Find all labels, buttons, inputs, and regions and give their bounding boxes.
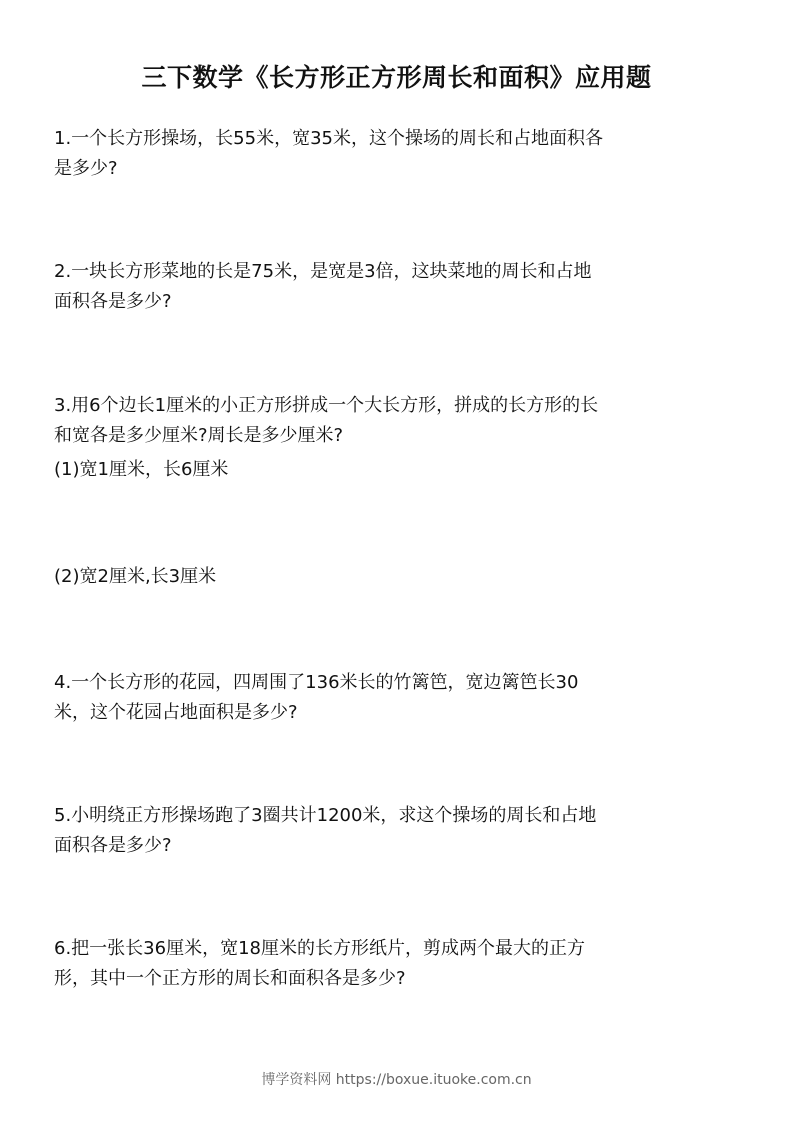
question-5-line-2: 面积各是多少? (54, 835, 172, 856)
question-2 (54, 257, 714, 317)
question-3-sub-item-1: (1)宽1厘米，长6厘米 (54, 459, 229, 480)
question-3 (54, 391, 714, 451)
page-title: 三下数学《长方形正方形周长和面积》应用题 (141, 63, 652, 92)
question-6-line-2: 形，其中一个正方形的周长和面积各是多少? (54, 968, 406, 989)
question-3-line-2: 和宽各是多少厘米?周长是多少厘米? (54, 425, 344, 446)
question-4 (54, 668, 714, 728)
question-5 (54, 801, 714, 861)
question-4-line-2: 米，这个花园占地面积是多少? (54, 702, 298, 723)
question-2-line-2: 面积各是多少? (54, 291, 172, 312)
question-2-line-1: 2.一块长方形菜地的长是75米，是宽是3倍，这块菜地的周长和占地 (54, 261, 592, 282)
question-1-line-1: 1.一个长方形操场，长55米，宽35米，这个操场的周长和占地面积各 (54, 128, 603, 149)
question-4-line-1: 4.一个长方形的花园，四周围了136米长的竹篱笆，宽边篱笆长30 (54, 672, 579, 693)
question-5-line-1: 5.小明绕正方形操场跑了3圈共计1200米，求这个操场的周长和占地 (54, 805, 597, 826)
question-1-line-2: 是多少? (54, 158, 118, 179)
question-6 (54, 934, 714, 994)
question-3-line-1: 3.用6个边长1厘米的小正方形拼成一个大长方形，拼成的长方形的长 (54, 395, 599, 416)
footer-watermark: 博学资料网 https://boxue.ituoke.com.cn (261, 1072, 532, 1088)
question-6-line-1: 6.把一张长36厘米，宽18厘米的长方形纸片，剪成两个最大的正方 (54, 938, 585, 959)
question-1 (54, 124, 714, 184)
question-3-sub-item-2: (2)宽2厘米,长3厘米 (54, 566, 217, 587)
